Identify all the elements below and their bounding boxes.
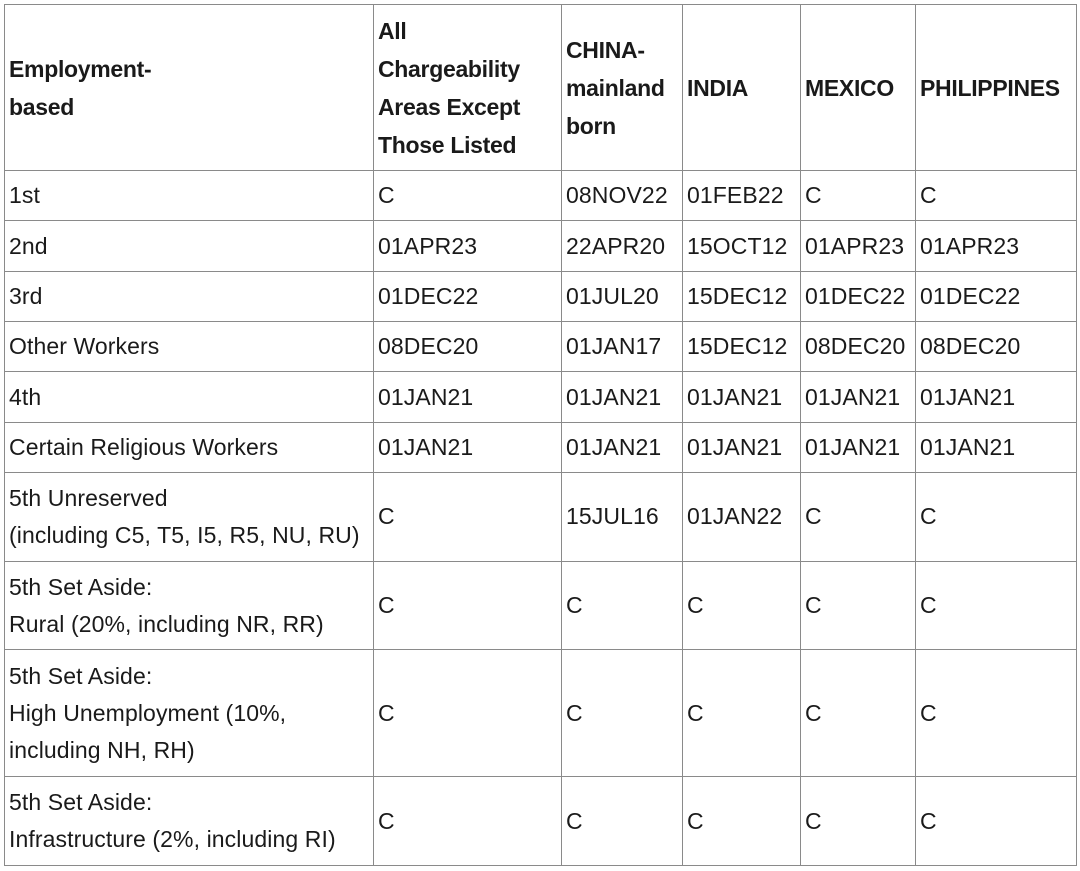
cell-philippines: C [916,473,1077,562]
table-row [5,271,1077,321]
cell-all-chargeability: C [374,473,562,562]
cell-all-chargeability: 01JAN21 [374,422,562,472]
table-row [5,171,1077,221]
cell-philippines: 01JAN21 [916,422,1077,472]
cell-all-chargeability: C [374,171,562,221]
cell-mexico: C [801,171,916,221]
cell-all-chargeability: 01APR23 [374,221,562,271]
header-india: INDIA [683,5,801,171]
cell-india: 01JAN21 [683,422,801,472]
cell-all-chargeability: C [374,777,562,866]
table-row [5,473,1077,562]
cell-all-chargeability: 08DEC20 [374,322,562,372]
cell-india: 01FEB22 [683,171,801,221]
cell-india: 15DEC12 [683,322,801,372]
cell-mexico: 01DEC22 [801,271,916,321]
cell-mexico: 08DEC20 [801,322,916,372]
cell-india: 01JAN22 [683,473,801,562]
table-row [5,777,1077,866]
header-china: CHINA- mainland born [562,5,683,171]
table-row [5,221,1077,271]
cell-all-chargeability: 01DEC22 [374,271,562,321]
cell-china: 08NOV22 [562,171,683,221]
cell-india: C [683,561,801,650]
header-all-chargeability: All Chargeability Areas Except Those Listed [374,5,562,171]
header-row [5,5,1077,171]
row-category: 2nd [5,221,374,271]
cell-all-chargeability: 01JAN21 [374,372,562,422]
table-row [5,322,1077,372]
row-category: Certain Religious Workers [5,422,374,472]
row-category: 5th Unreserved (including C5, T5, I5, R5, NU, RU) [5,473,374,562]
cell-india: 01JAN21 [683,372,801,422]
cell-philippines: 08DEC20 [916,322,1077,372]
cell-china: C [562,777,683,866]
cell-philippines: C [916,561,1077,650]
cell-philippines: 01JAN21 [916,372,1077,422]
cell-mexico: C [801,650,916,777]
cell-mexico: C [801,777,916,866]
row-category: Other Workers [5,322,374,372]
cell-philippines: 01DEC22 [916,271,1077,321]
row-category: 1st [5,171,374,221]
cell-mexico: C [801,561,916,650]
header-employment-based: Employment- based [5,5,374,171]
cell-india: C [683,650,801,777]
cell-india: 15DEC12 [683,271,801,321]
cell-china: C [562,561,683,650]
cell-china: 01JAN21 [562,422,683,472]
cell-china: C [562,650,683,777]
cell-china: 01JAN17 [562,322,683,372]
cell-mexico: 01JAN21 [801,372,916,422]
cell-philippines: C [916,171,1077,221]
row-category: 5th Set Aside: Rural (20%, including NR, RR) [5,561,374,650]
row-category: 5th Set Aside: High Unemployment (10%, including NH, RH) [5,650,374,777]
cell-china: 22APR20 [562,221,683,271]
cell-mexico: 01JAN21 [801,422,916,472]
table-row [5,422,1077,472]
cell-all-chargeability: C [374,650,562,777]
cell-philippines: C [916,650,1077,777]
cell-mexico: C [801,473,916,562]
cell-china: 01JAN21 [562,372,683,422]
header-mexico: MEXICO [801,5,916,171]
cell-all-chargeability: C [374,561,562,650]
cell-philippines: 01APR23 [916,221,1077,271]
cell-philippines: C [916,777,1077,866]
row-category: 4th [5,372,374,422]
row-category: 3rd [5,271,374,321]
cell-india: C [683,777,801,866]
cell-mexico: 01APR23 [801,221,916,271]
visa-bulletin-table [4,4,1077,866]
table-row [5,561,1077,650]
table-row [5,372,1077,422]
cell-india: 15OCT12 [683,221,801,271]
table-row [5,650,1077,777]
row-category: 5th Set Aside: Infrastructure (2%, including RI) [5,777,374,866]
header-philippines: PHILIPPINES [916,5,1077,171]
cell-china: 15JUL16 [562,473,683,562]
cell-china: 01JUL20 [562,271,683,321]
